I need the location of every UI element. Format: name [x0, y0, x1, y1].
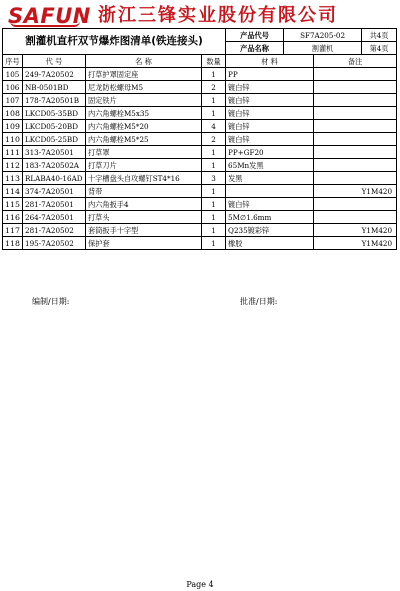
row-qty: 1 — [202, 94, 226, 107]
row-remark — [314, 198, 397, 211]
product-code-value: SF7A205-02 — [284, 29, 362, 42]
row-seq: 118 — [3, 237, 23, 250]
row-name: 内六角扳手4 — [86, 198, 202, 211]
row-code: 374-7A20501 — [23, 185, 86, 198]
row-material: Q235镀彩锌 — [226, 224, 314, 237]
table-row — [3, 133, 397, 146]
total-pages: 共4页 — [362, 29, 397, 42]
row-code: 178-7A20501B — [23, 94, 86, 107]
table-row — [3, 81, 397, 94]
row-seq: 106 — [3, 81, 23, 94]
row-material: 橡胶 — [226, 237, 314, 250]
row-qty: 1 — [202, 159, 226, 172]
row-material: 65Mn发黑 — [226, 159, 314, 172]
row-material: 镀白锌 — [226, 133, 314, 146]
row-seq: 108 — [3, 107, 23, 120]
table-row — [3, 185, 397, 198]
row-code: 281-7A20501 — [23, 198, 86, 211]
row-seq: 117 — [3, 224, 23, 237]
row-material: 发黑 — [226, 172, 314, 185]
table-row — [3, 172, 397, 185]
row-name: 打草刀片 — [86, 159, 202, 172]
row-code: 195-7A20502 — [23, 237, 86, 250]
page-footer: Page 4 — [186, 580, 214, 589]
row-name: 固定铁片 — [86, 94, 202, 107]
row-name: 打草护罩固定座 — [86, 68, 202, 81]
col-remark: 备注 — [314, 55, 397, 68]
row-qty: 1 — [202, 185, 226, 198]
page-number: 第4页 — [362, 42, 397, 55]
row-seq: 110 — [3, 133, 23, 146]
product-name-label: 产品名称 — [226, 42, 284, 55]
row-qty: 1 — [202, 68, 226, 81]
row-remark — [314, 211, 397, 224]
table-row — [3, 159, 397, 172]
row-seq: 114 — [3, 185, 23, 198]
table-row — [3, 224, 397, 237]
row-name: 内六角螺栓M5*20 — [86, 120, 202, 133]
company-logo: SAFUN — [8, 4, 91, 28]
row-material — [226, 185, 314, 198]
row-code: LKCD05-35BD — [23, 107, 86, 120]
row-name: 保护套 — [86, 237, 202, 250]
column-header-row — [3, 55, 397, 68]
row-code: LKCD05-25BD — [23, 133, 86, 146]
table-row — [3, 237, 397, 250]
row-seq: 113 — [3, 172, 23, 185]
row-name: 内六角螺栓M5x35 — [86, 107, 202, 120]
row-seq: 107 — [3, 94, 23, 107]
row-remark — [314, 120, 397, 133]
table-row — [3, 68, 397, 81]
row-remark — [314, 81, 397, 94]
row-material: 镀白锌 — [226, 120, 314, 133]
parts-list-table — [2, 28, 397, 250]
row-code: 183-7A20502A — [23, 159, 86, 172]
row-remark — [314, 146, 397, 159]
row-seq: 109 — [3, 120, 23, 133]
row-name: 十字槽盘头自攻螺钉ST4*16 — [86, 172, 202, 185]
row-remark — [314, 159, 397, 172]
row-name: 打草罩 — [86, 146, 202, 159]
row-remark — [314, 172, 397, 185]
table-row — [3, 120, 397, 133]
row-material: 镀白锌 — [226, 107, 314, 120]
row-material: 镀白锌 — [226, 81, 314, 94]
company-name: 浙江三锋实业股份有限公司 — [98, 5, 338, 26]
row-name: 打草头 — [86, 211, 202, 224]
row-remark — [314, 68, 397, 81]
row-qty: 2 — [202, 133, 226, 146]
row-seq: 105 — [3, 68, 23, 81]
row-remark — [314, 94, 397, 107]
row-seq: 115 — [3, 198, 23, 211]
col-code: 代 号 — [23, 55, 86, 68]
row-code: 313-7A20501 — [23, 146, 86, 159]
row-remark: Y1M420 — [314, 185, 397, 198]
row-qty: 4 — [202, 120, 226, 133]
row-qty: 1 — [202, 211, 226, 224]
row-remark — [314, 133, 397, 146]
col-seq: 序号 — [3, 55, 23, 68]
title-row-1 — [3, 29, 397, 42]
row-material: 镀白锌 — [226, 94, 314, 107]
row-qty: 2 — [202, 81, 226, 94]
col-material: 材 料 — [226, 55, 314, 68]
row-code: 249-7A20502 — [23, 68, 86, 81]
row-material: 5M∅1.6mm — [226, 211, 314, 224]
row-qty: 1 — [202, 198, 226, 211]
col-name: 名 称 — [86, 55, 202, 68]
table-row — [3, 146, 397, 159]
row-seq: 111 — [3, 146, 23, 159]
row-name: 背带 — [86, 185, 202, 198]
col-qty: 数量 — [202, 55, 226, 68]
row-qty: 3 — [202, 172, 226, 185]
company-header — [8, 4, 392, 28]
row-qty: 1 — [202, 224, 226, 237]
prepared-by-date: 编制/日期: — [32, 297, 70, 306]
parts-rows — [3, 68, 397, 250]
row-code: 281-7A20502 — [23, 224, 86, 237]
document-title: 割灌机直杆双节爆炸图清单(铁连接头) — [3, 29, 226, 55]
row-qty: 1 — [202, 146, 226, 159]
row-code: NB-0501BD — [23, 81, 86, 94]
row-name: 套筒扳手十字型 — [86, 224, 202, 237]
logo-swoosh-icon — [10, 21, 80, 27]
row-material: PP — [226, 68, 314, 81]
row-material: 镀白锌 — [226, 198, 314, 211]
row-remark — [314, 107, 397, 120]
row-material: PP+GF20 — [226, 146, 314, 159]
row-qty: 1 — [202, 237, 226, 250]
table-row — [3, 198, 397, 211]
row-code: 264-7A20501 — [23, 211, 86, 224]
row-code: RLABA40-16AD — [23, 172, 86, 185]
table-row — [3, 107, 397, 120]
row-remark: Y1M420 — [314, 224, 397, 237]
row-code: LKCD05-20BD — [23, 120, 86, 133]
product-code-label: 产品代号 — [226, 29, 284, 42]
row-seq: 112 — [3, 159, 23, 172]
table-row — [3, 211, 397, 224]
product-name-value: 割灌机 — [284, 42, 362, 55]
table-row — [3, 94, 397, 107]
row-seq: 116 — [3, 211, 23, 224]
row-qty: 1 — [202, 107, 226, 120]
row-name: 尼龙防松螺母M5 — [86, 81, 202, 94]
row-remark: Y1M420 — [314, 237, 397, 250]
approved-by-date: 批准/日期: — [240, 297, 278, 306]
row-name: 内六角螺栓M5*25 — [86, 133, 202, 146]
